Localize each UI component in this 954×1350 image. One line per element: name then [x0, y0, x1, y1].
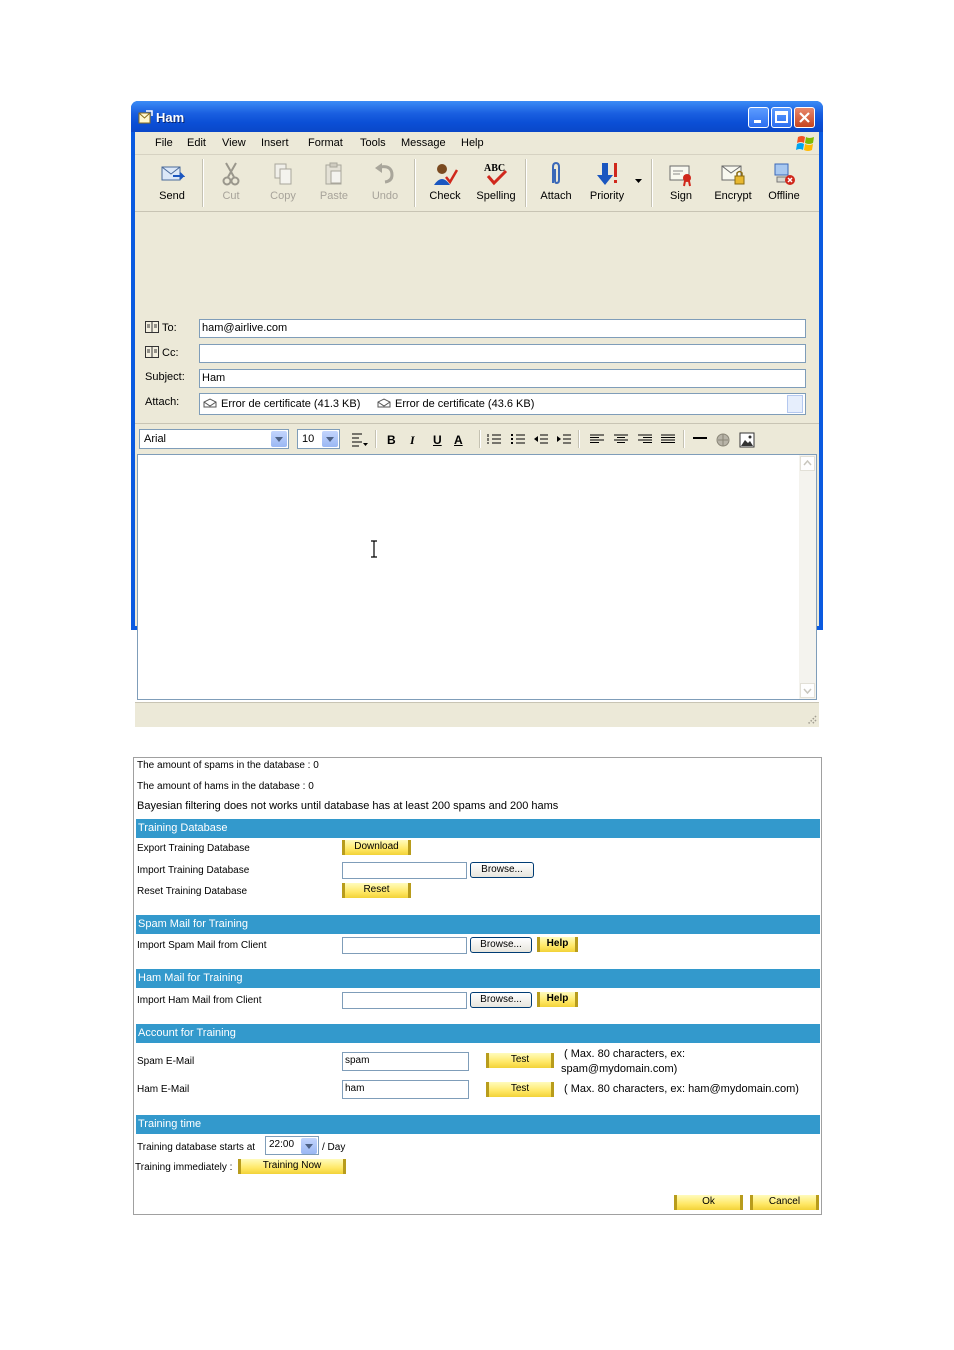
menu-format[interactable]: Format	[308, 137, 343, 149]
maximize-button[interactable]	[771, 107, 792, 128]
align-center-icon[interactable]	[614, 434, 628, 444]
text-cursor-icon	[370, 540, 378, 558]
encrypt-button[interactable]	[710, 159, 756, 207]
svg-text:ABC: ABC	[484, 163, 506, 174]
envelope-icon	[203, 398, 217, 408]
offline-icon	[771, 161, 797, 187]
paste-label: Paste	[319, 190, 349, 202]
spam-email-hint-line2: spam@mydomain.com)	[561, 1063, 678, 1075]
sign-label: Sign	[669, 190, 693, 202]
import-db-file-input[interactable]	[342, 862, 467, 879]
close-button[interactable]	[794, 107, 815, 128]
window-client	[135, 132, 819, 626]
spam-test-button[interactable]: Test	[486, 1053, 554, 1068]
bayes-note: Bayesian filtering does not works until database has at least 200 spams and 200 hams	[137, 800, 559, 812]
attach-label: Attach:	[145, 396, 180, 408]
close-icon	[795, 108, 814, 127]
subject-field[interactable]: Ham	[199, 369, 806, 388]
cut-icon	[218, 161, 244, 187]
chevron-down-icon[interactable]	[322, 431, 338, 447]
section-training-database: Training Database	[136, 819, 820, 838]
section-ham-mail-training: Ham Mail for Training	[136, 969, 820, 988]
title-bar[interactable]	[131, 101, 823, 132]
attachments-box	[199, 393, 806, 415]
priority-button[interactable]	[584, 159, 630, 207]
import-spam-file-input[interactable]	[342, 937, 467, 954]
spam-email-input[interactable]: spam	[342, 1052, 469, 1071]
cut-button[interactable]	[208, 159, 254, 207]
undo-label: Undo	[371, 190, 399, 202]
cut-label: Cut	[222, 190, 240, 202]
format-separator	[683, 430, 685, 448]
import-db-browse-button[interactable]: Browse...	[470, 862, 534, 878]
section-training-time: Training time	[136, 1115, 820, 1134]
underline-button[interactable]: U	[433, 433, 442, 447]
spam-count-text: The amount of spams in the database : 0	[137, 760, 319, 771]
window-title: Ham	[156, 110, 185, 125]
paperclip-icon	[543, 161, 569, 187]
menu-file[interactable]: File	[155, 137, 173, 149]
ok-button[interactable]: Ok	[674, 1195, 743, 1210]
ham-count-text: The amount of hams in the database : 0	[137, 781, 314, 792]
menu-insert[interactable]: Insert	[261, 137, 289, 149]
spelling-button[interactable]	[473, 159, 519, 207]
horizontal-line-icon[interactable]	[693, 437, 707, 440]
cc-label-text: Cc:	[162, 347, 179, 359]
toolbar-separator	[414, 159, 416, 207]
chevron-down-icon	[801, 684, 814, 697]
training-immediately-label: Training immediately :	[135, 1162, 233, 1173]
italic-button[interactable]: I	[410, 433, 415, 447]
undo-icon	[372, 161, 398, 187]
copy-button[interactable]	[260, 159, 306, 207]
reset-db-label: Reset Training Database	[137, 886, 248, 897]
check-names-button[interactable]	[422, 159, 468, 207]
minimize-icon	[749, 108, 768, 127]
subject-label: Subject:	[145, 371, 185, 383]
minimize-button[interactable]	[748, 107, 769, 128]
attachment-name: Error de certificate (41.3 KB)	[221, 398, 361, 410]
send-button[interactable]	[149, 159, 195, 207]
spam-help-button[interactable]: Help	[537, 937, 578, 952]
justify-icon[interactable]	[661, 434, 675, 444]
training-time-value: 22:00	[269, 1139, 295, 1150]
chevron-down-icon[interactable]	[301, 1138, 317, 1154]
scroll-down-button[interactable]	[800, 683, 815, 698]
attachment-item[interactable]	[377, 398, 534, 410]
address-book-icon	[145, 346, 159, 358]
import-ham-browse-button[interactable]: Browse...	[470, 992, 532, 1008]
message-body[interactable]	[137, 454, 817, 700]
menu-help[interactable]: Help	[461, 137, 484, 149]
import-ham-file-input[interactable]	[342, 992, 467, 1009]
font-color-button[interactable]: A	[454, 433, 463, 447]
chevron-up-icon	[801, 457, 814, 470]
font-value: Arial	[144, 433, 167, 445]
body-scrollbar[interactable]	[799, 455, 816, 699]
bulleted-list-icon[interactable]	[511, 434, 525, 444]
to-label[interactable]	[145, 321, 177, 334]
to-label-text: To:	[162, 322, 177, 334]
compose-window	[131, 101, 823, 630]
cc-label[interactable]	[145, 346, 179, 359]
import-ham-label: Import Ham Mail from Client	[137, 995, 262, 1006]
training-time-select[interactable]	[265, 1136, 319, 1155]
priority-label: Priority	[589, 190, 625, 202]
decrease-indent-icon[interactable]	[534, 434, 548, 444]
copy-icon	[270, 161, 296, 187]
send-icon	[159, 161, 185, 187]
reset-button[interactable]: Reset	[342, 883, 411, 898]
sign-button[interactable]	[658, 159, 704, 207]
ham-help-button[interactable]: Help	[537, 992, 578, 1007]
paragraph-style-icon[interactable]	[351, 432, 369, 448]
spam-email-hint-line1: ( Max. 80 characters, ex:	[564, 1048, 686, 1060]
compose-mail-icon	[137, 109, 153, 125]
send-label: Send	[159, 190, 185, 202]
insert-picture-icon[interactable]	[739, 432, 755, 448]
section-account-for-training: Account for Training	[136, 1024, 820, 1043]
paste-button[interactable]	[311, 159, 357, 207]
ham-email-label: Ham E-Mail	[137, 1084, 190, 1095]
cc-field[interactable]	[199, 344, 806, 363]
export-db-label: Export Training Database	[137, 843, 250, 854]
windows-logo-icon	[796, 133, 816, 153]
section-spam-mail-training: Spam Mail for Training	[136, 915, 820, 934]
priority-icon	[594, 161, 620, 187]
sign-icon	[668, 161, 694, 187]
spelling-icon	[483, 161, 509, 187]
status-bar	[135, 702, 819, 727]
training-starts-label: Training database starts at	[137, 1142, 256, 1153]
format-separator	[479, 430, 481, 448]
formatting-bar	[135, 423, 819, 454]
check-label: Check	[429, 190, 461, 202]
undo-button[interactable]	[362, 159, 408, 207]
align-left-icon[interactable]	[590, 434, 604, 444]
per-day-label: / Day	[322, 1142, 346, 1153]
download-button[interactable]: Download	[342, 840, 411, 855]
encrypt-icon	[720, 161, 746, 187]
scroll-up-button[interactable]	[800, 456, 815, 471]
ham-email-hint: ( Max. 80 characters, ex: ham@mydomain.com)	[564, 1083, 799, 1095]
menu-bar	[135, 132, 819, 155]
attachment-item[interactable]	[203, 398, 360, 410]
font-size-value: 10	[302, 433, 315, 445]
menu-message[interactable]: Message	[401, 137, 446, 149]
attachment-name: Error de certificate (43.6 KB)	[395, 398, 535, 410]
toolbar-separator	[525, 159, 527, 207]
check-names-icon	[432, 161, 458, 187]
training-now-button[interactable]: Training Now	[238, 1159, 346, 1174]
toolbar-separator	[202, 159, 204, 207]
cancel-button[interactable]: Cancel	[750, 1195, 819, 1210]
paste-icon	[321, 161, 347, 187]
font-size-select[interactable]	[297, 429, 340, 449]
toolbar	[135, 155, 819, 212]
bayesian-settings-panel	[133, 757, 822, 1215]
bold-button[interactable]: B	[387, 433, 396, 447]
resize-grip-icon[interactable]	[805, 713, 817, 725]
chevron-down-icon[interactable]	[271, 431, 287, 447]
increase-indent-icon[interactable]	[557, 434, 571, 444]
copy-label: Copy	[270, 190, 296, 202]
offline-label: Offline	[768, 190, 800, 202]
attach-label: Attach	[540, 190, 572, 202]
maximize-icon	[772, 108, 791, 127]
import-db-label: Import Training Database	[137, 865, 250, 876]
envelope-icon	[377, 398, 391, 408]
menu-view[interactable]: View	[222, 137, 246, 149]
to-field[interactable]: ham@airlive.com	[199, 319, 806, 338]
encrypt-label: Encrypt	[714, 190, 752, 202]
numbered-list-icon[interactable]	[487, 434, 501, 444]
menu-tools[interactable]: Tools	[360, 137, 386, 149]
import-spam-label: Import Spam Mail from Client	[137, 940, 267, 951]
format-separator	[375, 430, 377, 448]
format-separator	[578, 430, 580, 448]
align-right-icon[interactable]	[638, 434, 652, 444]
offline-button[interactable]	[761, 159, 807, 207]
ham-test-button[interactable]: Test	[486, 1082, 554, 1097]
ham-email-input[interactable]: ham	[342, 1080, 469, 1099]
toolbar-separator	[651, 159, 653, 207]
attach-button[interactable]	[533, 159, 579, 207]
spelling-label: Spelling	[476, 190, 516, 202]
import-spam-browse-button[interactable]: Browse...	[470, 937, 532, 953]
hyperlink-icon[interactable]	[715, 432, 731, 448]
address-book-icon	[145, 321, 159, 333]
menu-edit[interactable]: Edit	[187, 137, 206, 149]
spam-email-label: Spam E-Mail	[137, 1056, 195, 1067]
priority-dropdown-icon[interactable]	[635, 179, 643, 185]
attachments-scroll[interactable]	[787, 395, 803, 413]
font-select[interactable]	[139, 429, 289, 449]
